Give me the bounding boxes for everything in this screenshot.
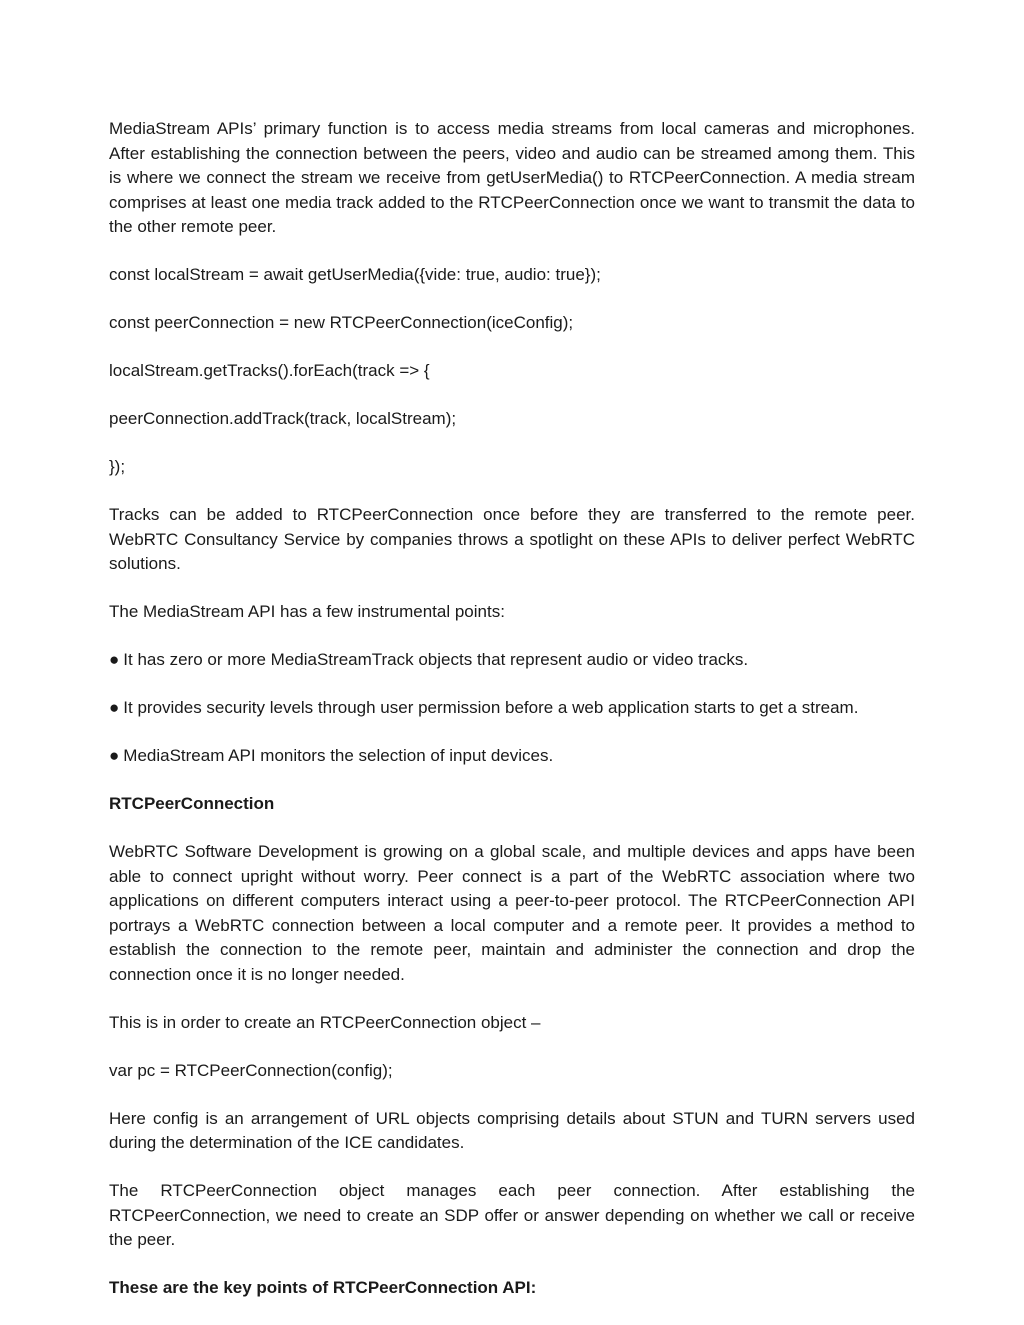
section-heading-key-points: These are the key points of RTCPeerConnection API: [109,1278,537,1297]
section-heading-rtcpeerconnection: RTCPeerConnection [109,794,275,813]
bullet-item [109,696,915,721]
code-line-peer-connection: const peerConnection = new RTCPeerConnection(iceConfig); [109,313,574,332]
paragraph-config: Here config is an arrangement of URL objects comprising details about STUN and TURN servers used during the determination of the ICE candidates. [109,1108,915,1152]
paragraph-mediastream-points: The MediaStream API has a few instrumental points: [109,602,505,621]
bullet-item [109,744,915,769]
bullet-dot-icon: ● [109,650,120,669]
bullet-dot-icon: ● [109,746,120,765]
paragraph-object-manages: The RTCPeerConnection object manages each peer connection. After establishing the RTCPeerConnection, we need to create an SDP offer or answer depending on whether we call or receive the peer. [109,1181,915,1249]
code-line-get-tracks: localStream.getTracks().forEach(track => { [109,361,430,380]
bullet-text: It provides security levels through user permission before a web application starts to get a stream. [123,698,859,717]
paragraph-mediastream-intro: MediaStream APIs’ primary function is to access media streams from local cameras and microphones. After establishing the connection between the peers, video and audio can be streamed among them. This is where we connect the stream we receive from getUserMedia() to RTCPeerConnection. A media stream comprises at least one media track added to the RTCPeerConnection once we want to transmit the data to the other remote peer. [109,119,915,236]
bullet-dot-icon: ● [109,698,120,717]
paragraph-webrtc-development: WebRTC Software Development is growing on a global scale, and multiple devices and apps have been able to connect upright without worry. Peer connect is a part of the WebRTC association where two applications on different computers interact using a peer-to-peer protocol. The RTCPeerConnection API portrays a WebRTC connection between a local computer and a remote peer. It provides a method to establish the connection to the remote peer, maintain and administer the connection and drop the connection once it is no longer needed. [109,842,915,984]
code-line-add-track: peerConnection.addTrack(track, localStream); [109,409,457,428]
paragraph-create-object: This is in order to create an RTCPeerConnection object – [109,1012,541,1032]
code-line-close: }); [109,457,126,476]
bullet-text: MediaStream API monitors the selection of input devices. [123,746,554,765]
bullet-item [109,648,915,673]
bullet-text: It has zero or more MediaStreamTrack objects that represent audio or video tracks. [123,650,749,669]
paragraph-tracks: Tracks can be added to RTCPeerConnection once before they are transferred to the remote peer. WebRTC Consultancy Service by companies throws a spotlight on these APIs to deliver perfect WebRTC solutions. [109,505,915,573]
document-page [109,117,915,1324]
code-line-local-stream: const localStream = await getUserMedia({vide: true, audio: true}); [109,265,601,284]
code-line-var-pc: var pc = RTCPeerConnection(config); [109,1060,393,1080]
